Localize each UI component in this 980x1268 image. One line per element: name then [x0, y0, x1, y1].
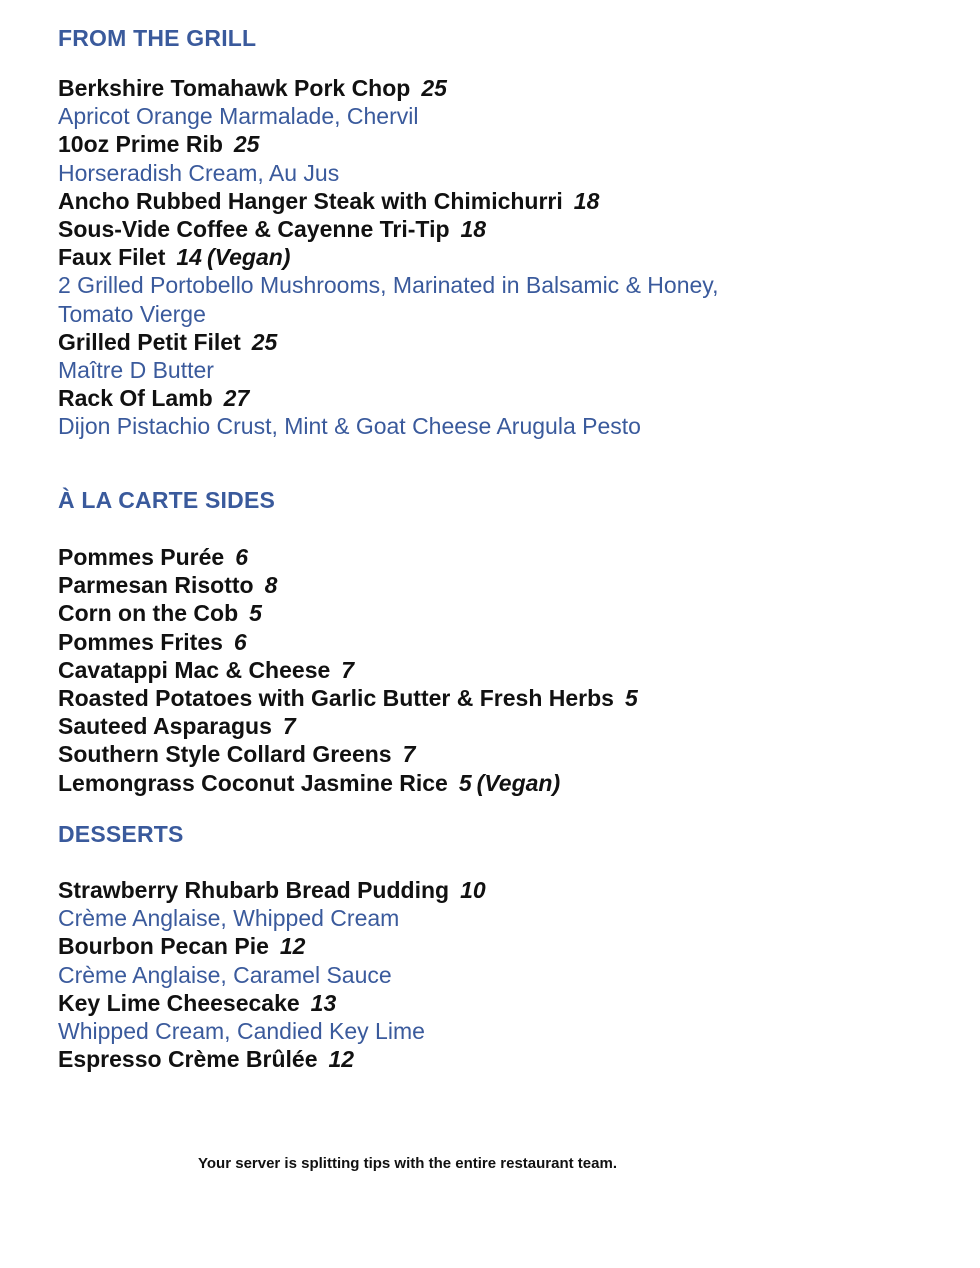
item-price: 25 — [421, 75, 447, 101]
menu-item — [58, 187, 938, 215]
item-name: Grilled Petit Filet — [58, 328, 241, 355]
item-name: Bourbon Pecan Pie — [58, 933, 269, 960]
item-price: 7 — [402, 741, 416, 768]
item-name: Pommes Purée — [58, 544, 225, 570]
vegan-note: (Vegan) — [206, 244, 291, 271]
menu-item — [58, 130, 938, 158]
section-title-desserts: DESSERTS — [58, 821, 184, 847]
section-title-grill: FROM THE GRILL — [58, 25, 257, 51]
item-price: 5 — [458, 769, 472, 796]
item-description: Crème Anglaise, Caramel Sauce — [58, 961, 392, 988]
item-description: 2 Grilled Portobello Mushrooms, Marinated in Balsamic & Honey, — [58, 272, 719, 299]
item-name: Pommes Frites — [58, 628, 223, 655]
menu-item — [58, 243, 938, 271]
item-name: Sous-Vide Coffee & Cayenne Tri-Tip — [58, 215, 450, 242]
menu-item — [58, 74, 938, 102]
item-name: 10oz Prime Rib — [58, 131, 223, 158]
item-name: Sauteed Asparagus — [58, 713, 272, 740]
menu-item — [58, 543, 938, 571]
menu-item — [58, 656, 938, 684]
menu-item — [58, 769, 938, 797]
item-price: 25 — [233, 131, 260, 158]
menu-item — [58, 571, 938, 599]
item-description: Maître D Butter — [58, 356, 214, 383]
item-price: 10 — [460, 877, 486, 903]
item-price: 5 — [624, 684, 638, 711]
item-price: 12 — [328, 1046, 355, 1073]
menu-item — [58, 628, 938, 656]
item-name: Ancho Rubbed Hanger Steak with Chimichurri — [58, 187, 563, 214]
menu-item — [58, 1045, 938, 1073]
grill-list — [58, 74, 938, 440]
item-price: 13 — [310, 989, 337, 1016]
item-price: 18 — [573, 187, 600, 214]
item-price: 5 — [249, 600, 262, 627]
item-price: 14 — [176, 244, 202, 271]
menu-item — [58, 932, 938, 960]
item-name: Corn on the Cob — [58, 600, 239, 627]
menu-item — [58, 876, 938, 904]
item-price: 7 — [341, 656, 355, 683]
item-name: Key Lime Cheesecake — [58, 989, 300, 1016]
item-description: Tomato Vierge — [58, 300, 206, 327]
item-price: 27 — [223, 385, 250, 412]
menu-item — [58, 989, 938, 1017]
section-title-sides: À LA CARTE SIDES — [58, 487, 276, 513]
item-name: Roasted Potatoes with Garlic Butter & Fresh Herbs — [58, 684, 614, 711]
menu-item — [58, 215, 938, 243]
menu-item — [58, 740, 938, 768]
item-price: 6 — [235, 544, 248, 570]
menu-item — [58, 684, 938, 712]
item-price: 8 — [264, 572, 278, 599]
item-description: Apricot Orange Marmalade, Chervil — [58, 103, 419, 130]
item-name: Parmesan Risotto — [58, 572, 254, 599]
desserts-list — [58, 876, 938, 1073]
item-name: Rack Of Lamb — [58, 385, 213, 412]
tip-policy-note: Your server is splitting tips with the entire restaurant team. — [198, 1155, 617, 1172]
item-price: 25 — [251, 328, 278, 355]
item-name: Espresso Crème Brûlée — [58, 1046, 318, 1073]
item-name: Southern Style Collard Greens — [58, 741, 392, 768]
item-description: Horseradish Cream, Au Jus — [58, 159, 340, 186]
item-name: Lemongrass Coconut Jasmine Rice — [58, 769, 448, 796]
item-description: Crème Anglaise, Whipped Cream — [58, 905, 400, 932]
menu-item — [58, 384, 938, 412]
item-description: Dijon Pistachio Crust, Mint & Goat Cheese Arugula Pesto — [58, 413, 641, 440]
item-price: 18 — [460, 215, 487, 242]
menu-item — [58, 712, 938, 740]
item-price: 12 — [279, 933, 306, 960]
vegan-note: (Vegan) — [476, 769, 561, 796]
menu-item — [58, 328, 938, 356]
item-name: Cavatappi Mac & Cheese — [58, 656, 331, 683]
item-price: 7 — [282, 713, 296, 740]
item-price: 6 — [233, 628, 247, 655]
item-description: Whipped Cream, Candied Key Lime — [58, 1017, 425, 1044]
item-name: Berkshire Tomahawk Pork Chop — [58, 75, 411, 101]
item-name: Faux Filet — [58, 244, 166, 271]
menu-item — [58, 599, 938, 627]
sides-list — [58, 543, 938, 797]
item-name: Strawberry Rhubarb Bread Pudding — [58, 877, 450, 903]
